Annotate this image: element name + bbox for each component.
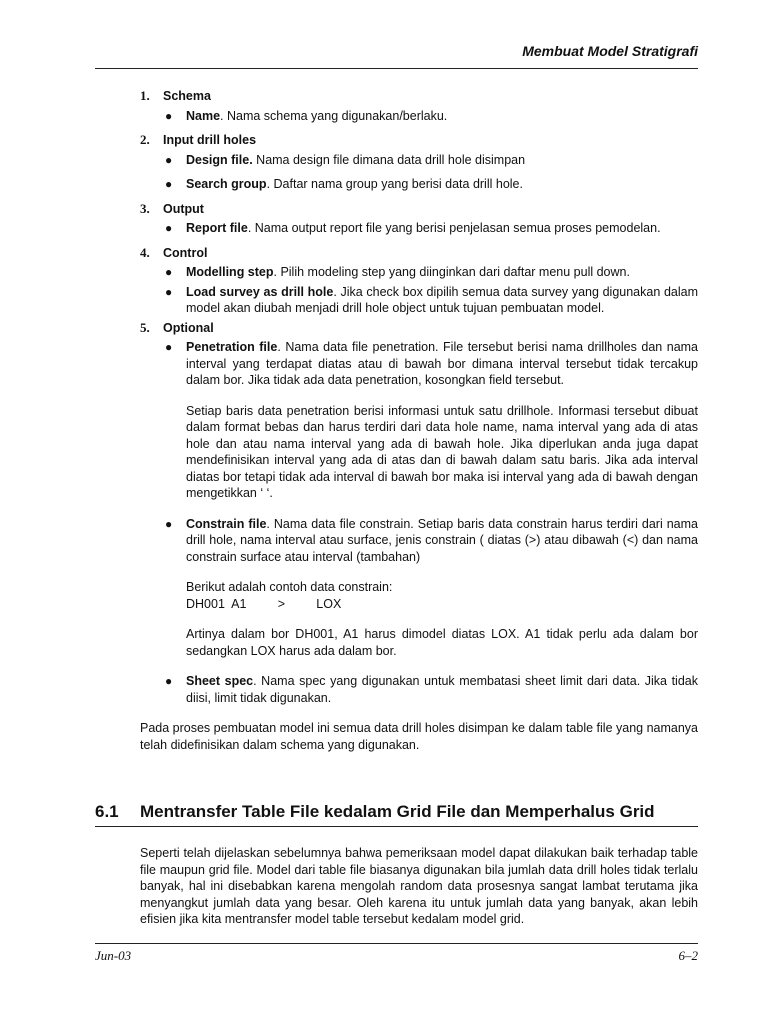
section-heading-title: Mentransfer Table File kedalam Grid File dan Memperhalus Grid [140, 802, 655, 821]
example-intro-text: Berikut adalah contoh data constrain: [186, 580, 393, 594]
item-term: Search group [186, 177, 267, 191]
item-term: Penetration file [186, 340, 278, 354]
section-number: 3. [140, 200, 150, 216]
bullet-icon: ● [165, 674, 173, 688]
page-number: 6–2 [678, 948, 698, 963]
section-title: Input drill holes [163, 133, 257, 147]
footer-date: Jun-03 [95, 948, 132, 963]
page-content [95, 88, 698, 753]
item-text: . Pilih modeling step yang diinginkan dari daftar menu pull down. [273, 265, 630, 279]
section-input-drill-holes [95, 132, 698, 193]
item-text: . Nama data file penetration. File tersebut berisi nama drillholes dan nama interval yang terdapat diatas atau di bawah bor dimana interval tersebut tidak tercakup dalam bor. Jika tidak ada data penetration, kosongkan field tersebut. [186, 340, 699, 387]
section-schema [95, 88, 698, 124]
closing-paragraph: Pada proses pembuatan model ini semua data drill holes disimpan ke dalam table file yang namanya telah didefinisikan dalam schema yang digunakan. [140, 721, 698, 752]
section-paragraph: Seperti telah dijelaskan sebelumnya bahwa pemeriksaan model dapat dilakukan baik terhadap table file maupun grid file. Model dari table file biasanya digunakan bila jumlah data drill holes tidak terlalu banyak, hal ini disebabkan karena mengolah random data prosesnya sangat lambat terutama jika menyangkut jumlah data yang besar. Oleh karena itu untuk jumlah data yang banyak, akan lebih efisien jika kita mentransfer model table tersebut kedalam model grid. [140, 846, 698, 926]
item-text: . Nama schema yang digunakan/berlaku. [220, 108, 448, 123]
bullet-icon: ● [165, 177, 173, 191]
section-title: Output [163, 201, 204, 216]
section-heading-number: 6.1 [95, 802, 119, 821]
example-intro [186, 579, 698, 612]
item-term: Report file [186, 221, 248, 235]
section-control [95, 245, 698, 317]
section-title: Control [163, 245, 208, 260]
list-item [163, 152, 698, 169]
item-text: . Jika check box dipilih semua data survey yang digunakan dalam model akan diubah menjadi drill hole object untuk tujuan pembuatan model. [186, 284, 698, 315]
bullet-icon: ● [165, 265, 173, 279]
bullet-icon: ● [165, 108, 173, 123]
list-item [163, 284, 698, 317]
example-line: DH001 A1 > LOX [186, 596, 342, 611]
list-item [163, 264, 698, 281]
bullet-icon: ● [165, 340, 173, 354]
header-rule [95, 68, 698, 69]
list-item [163, 339, 698, 502]
section-number: 4. [140, 244, 150, 260]
section-number: 5. [140, 319, 150, 335]
item-term: Modelling step [186, 265, 274, 279]
bullet-icon: ● [165, 284, 173, 299]
item-text: . Nama data file constrain. Setiap baris data constrain harus terdiri dari nama drill hole, nama interval atau surface, jenis constrain ( diatas (>) atau dibawah (<) dan nama constrain surface atau interval (tambahan) [186, 516, 698, 564]
section-heading [95, 802, 698, 827]
item-text: . Daftar nama group yang berisi data drill hole. [266, 177, 523, 191]
item-text: . Nama output report file yang berisi penjelasan semua proses pemodelan. [247, 221, 661, 235]
bullet-icon: ● [165, 516, 173, 531]
item-term: Name [186, 108, 221, 123]
list-item [163, 673, 698, 706]
item-text: . Nama spec yang digunakan untuk membatasi sheet limit dari data. Jika tidak diisi, limit tidak digunakan. [186, 674, 698, 705]
section-number: 2. [140, 132, 150, 147]
bullet-icon: ● [165, 221, 173, 235]
running-header: Membuat Model Stratigrafi [522, 43, 698, 59]
example-note: Artinya dalam bor DH001, A1 harus dimodel diatas LOX. A1 tidak perlu ada dalam bor sedangkan LOX harus ada dalam bor. [186, 627, 698, 658]
item-term: Constrain file [186, 516, 267, 531]
list-item [163, 108, 698, 125]
item-term: Sheet spec [186, 674, 254, 688]
section-output [95, 201, 698, 237]
list-item [163, 220, 698, 237]
section-title: Optional [163, 320, 214, 335]
item-term: Design file. [186, 152, 253, 167]
item-term: Load survey as drill hole [186, 284, 334, 299]
section-number: 1. [140, 88, 150, 103]
item-paragraph: Setiap baris data penetration berisi informasi untuk satu drillhole. Informasi tersebut dibuat dalam format bebas dan harus terdiri dari data hole name, nama interval yang ada di atas hole dan atau nama interval yang ada di bawah hole. Jika diperlukan anda juga dapat mendefinisikan interval yang ada di atas dan di bawah dalam satu baris. Jika ada interval diatas bor tetapi tidak ada interval di bawah bor maka isi interval yang ada di bawah dengan mengetikkan ‘ ‘. [186, 403, 698, 500]
list-item [163, 176, 698, 193]
footer-rule [95, 943, 698, 944]
list-item [163, 516, 698, 660]
section-optional [95, 320, 698, 707]
item-text: Nama design file dimana data drill hole disimpan [252, 152, 526, 167]
section-title: Schema [163, 89, 211, 103]
bullet-icon: ● [165, 152, 173, 167]
